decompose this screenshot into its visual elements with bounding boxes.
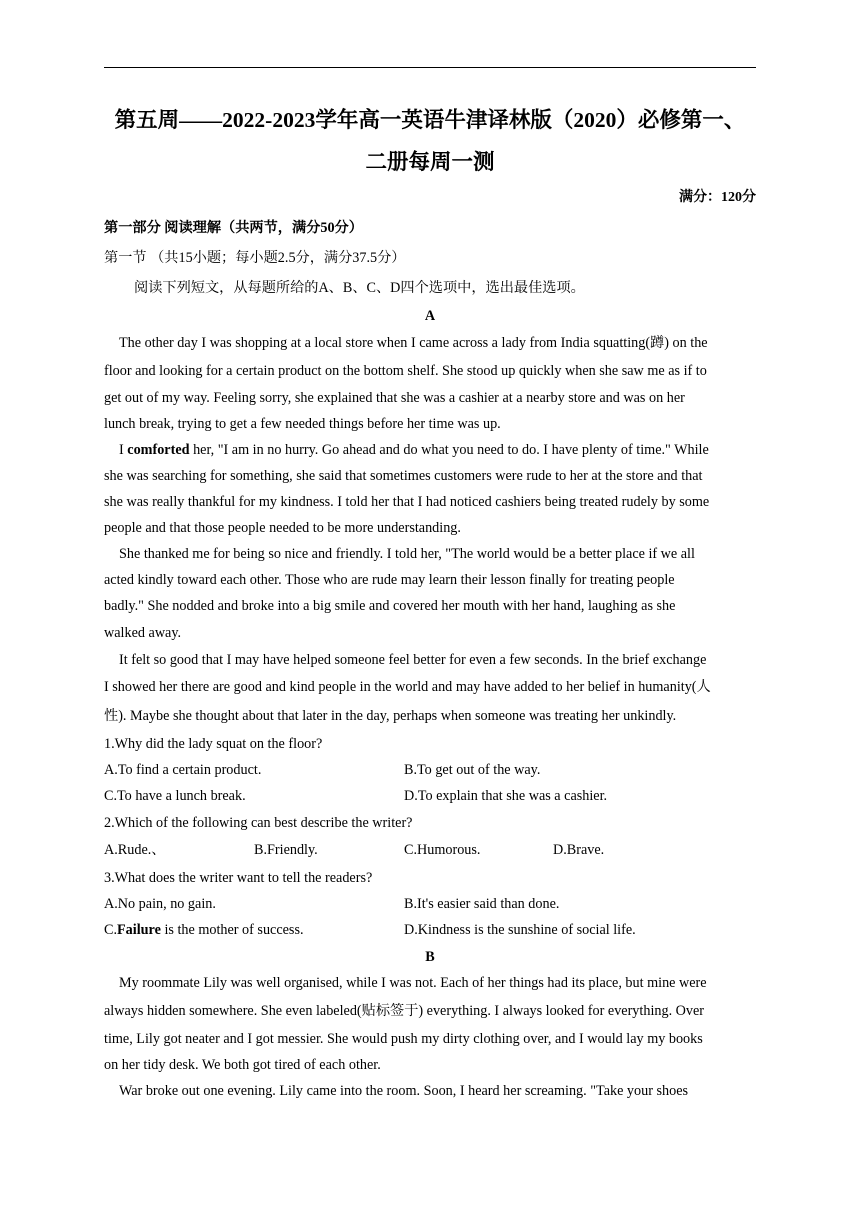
page-title-line-2: 二册每周一测: [365, 150, 495, 174]
passage-a-line: I showed her there are good and kind people in the world and may have added to her belief in humanity(人: [104, 679, 711, 695]
passage-a-line: she was searching for something, she said that sometimes customers were rude to her at the store and that: [104, 468, 703, 484]
question-stem: 2.Which of the following can best describe the writer?: [104, 815, 413, 831]
passage-a-line: floor and looking for a certain product on the bottom shelf. She stood up quickly when she saw me as if to: [104, 363, 707, 379]
part-heading: 第一部分 阅读理解（共两节，满分50分）: [104, 220, 363, 236]
passage-b-label: B: [425, 949, 435, 965]
passage-a-line: badly." She nodded and broke into a big smile and covered her mouth with her hand, laughing as she: [104, 598, 676, 614]
passage-a-line: The other day I was shopping at a local store when I came across a lady from India squatting(蹲) on the: [119, 335, 708, 351]
passage-a-line: walked away.: [104, 625, 182, 641]
passage-a-line: lunch break, trying to get a few needed things before her time was up.: [104, 416, 501, 432]
option-c: [104, 920, 304, 940]
passage-b-line: always hidden somewhere. She even labeled(贴标签于) everything. I always looked for everything. Over: [104, 1003, 705, 1019]
question-stem: 3.What does the writer want to tell the readers?: [104, 870, 373, 886]
passage-a-label: A: [424, 308, 436, 324]
page-title: 第五周——2022-2023学年高一英语牛津译林版（2020）必修第一、: [114, 108, 746, 132]
option-c: C.Humorous.: [404, 842, 481, 858]
passage-a-line: she was really thankful for my kindness. I told her that I had noticed cashiers being treated rudely by some: [104, 494, 710, 510]
passage-a-line: get out of my way. Feeling sorry, she explained that she was a cashier at a nearby store and was on her: [104, 390, 685, 406]
option-a: A.No pain, no gain.: [104, 896, 216, 912]
passage-a-line: 性). Maybe she thought about that later in the day, perhaps when someone was treating her unkindly.: [104, 708, 677, 724]
text-run: C.: [104, 922, 118, 938]
option-b: B.Friendly.: [254, 842, 318, 858]
option-a: A.Rude.、: [104, 842, 166, 858]
option-a: A.To find a certain product.: [104, 762, 262, 778]
passage-a-line: It felt so good that I may have helped someone feel better for even a few seconds. In the brief exchange: [119, 652, 707, 668]
keyword-comforted: comforted: [127, 442, 190, 458]
passage-b-line: War broke out one evening. Lily came into the room. Soon, I heard her screaming. "Take your shoes: [119, 1083, 689, 1099]
passage-a-line: [104, 440, 771, 460]
keyword-failure: Failure: [117, 922, 161, 938]
passage-a-line: acted kindly toward each other. Those who are rude may learn their lesson finally for treating people: [104, 572, 675, 588]
passage-b-line: My roommate Lily was well organised, while I was not. Each of her things had its place, but mine were: [119, 975, 707, 991]
question-stem: 1.Why did the lady squat on the floor?: [104, 736, 323, 752]
option-b: B.To get out of the way.: [404, 762, 541, 778]
header-rule: [104, 67, 756, 68]
option-d: D.Kindness is the sunshine of social life.: [404, 922, 636, 938]
option-d: D.Brave.: [553, 842, 605, 858]
option-b: B.It's easier said than done.: [404, 896, 560, 912]
option-c: C.To have a lunch break.: [104, 788, 246, 804]
subsection-heading: 第一节 （共15小题；每小题2.5分，满分37.5分）: [104, 250, 406, 266]
passage-b-line: time, Lily got neater and I got messier. She would push my dirty clothing over, and I would lay my books: [104, 1031, 703, 1047]
passage-a-line: She thanked me for being so nice and friendly. I told her, "The world would be a better place if we all: [119, 546, 695, 562]
passage-b-line: on her tidy desk. We both got tired of each other.: [104, 1057, 381, 1073]
text-run: her, "I am in no hurry. Go ahead and do what you need to do. I have plenty of time." While: [189, 442, 709, 458]
passage-a-line: people and that those people needed to be more understanding.: [104, 520, 461, 536]
option-d: D.To explain that she was a cashier.: [404, 788, 608, 804]
text-run: is the mother of success.: [160, 922, 304, 938]
instruction: 阅读下列短文，从每题所给的A、B、C、D四个选项中，选出最佳选项。: [134, 280, 585, 296]
full-score: 满分：120分: [679, 190, 756, 205]
text-run: I: [119, 442, 128, 458]
